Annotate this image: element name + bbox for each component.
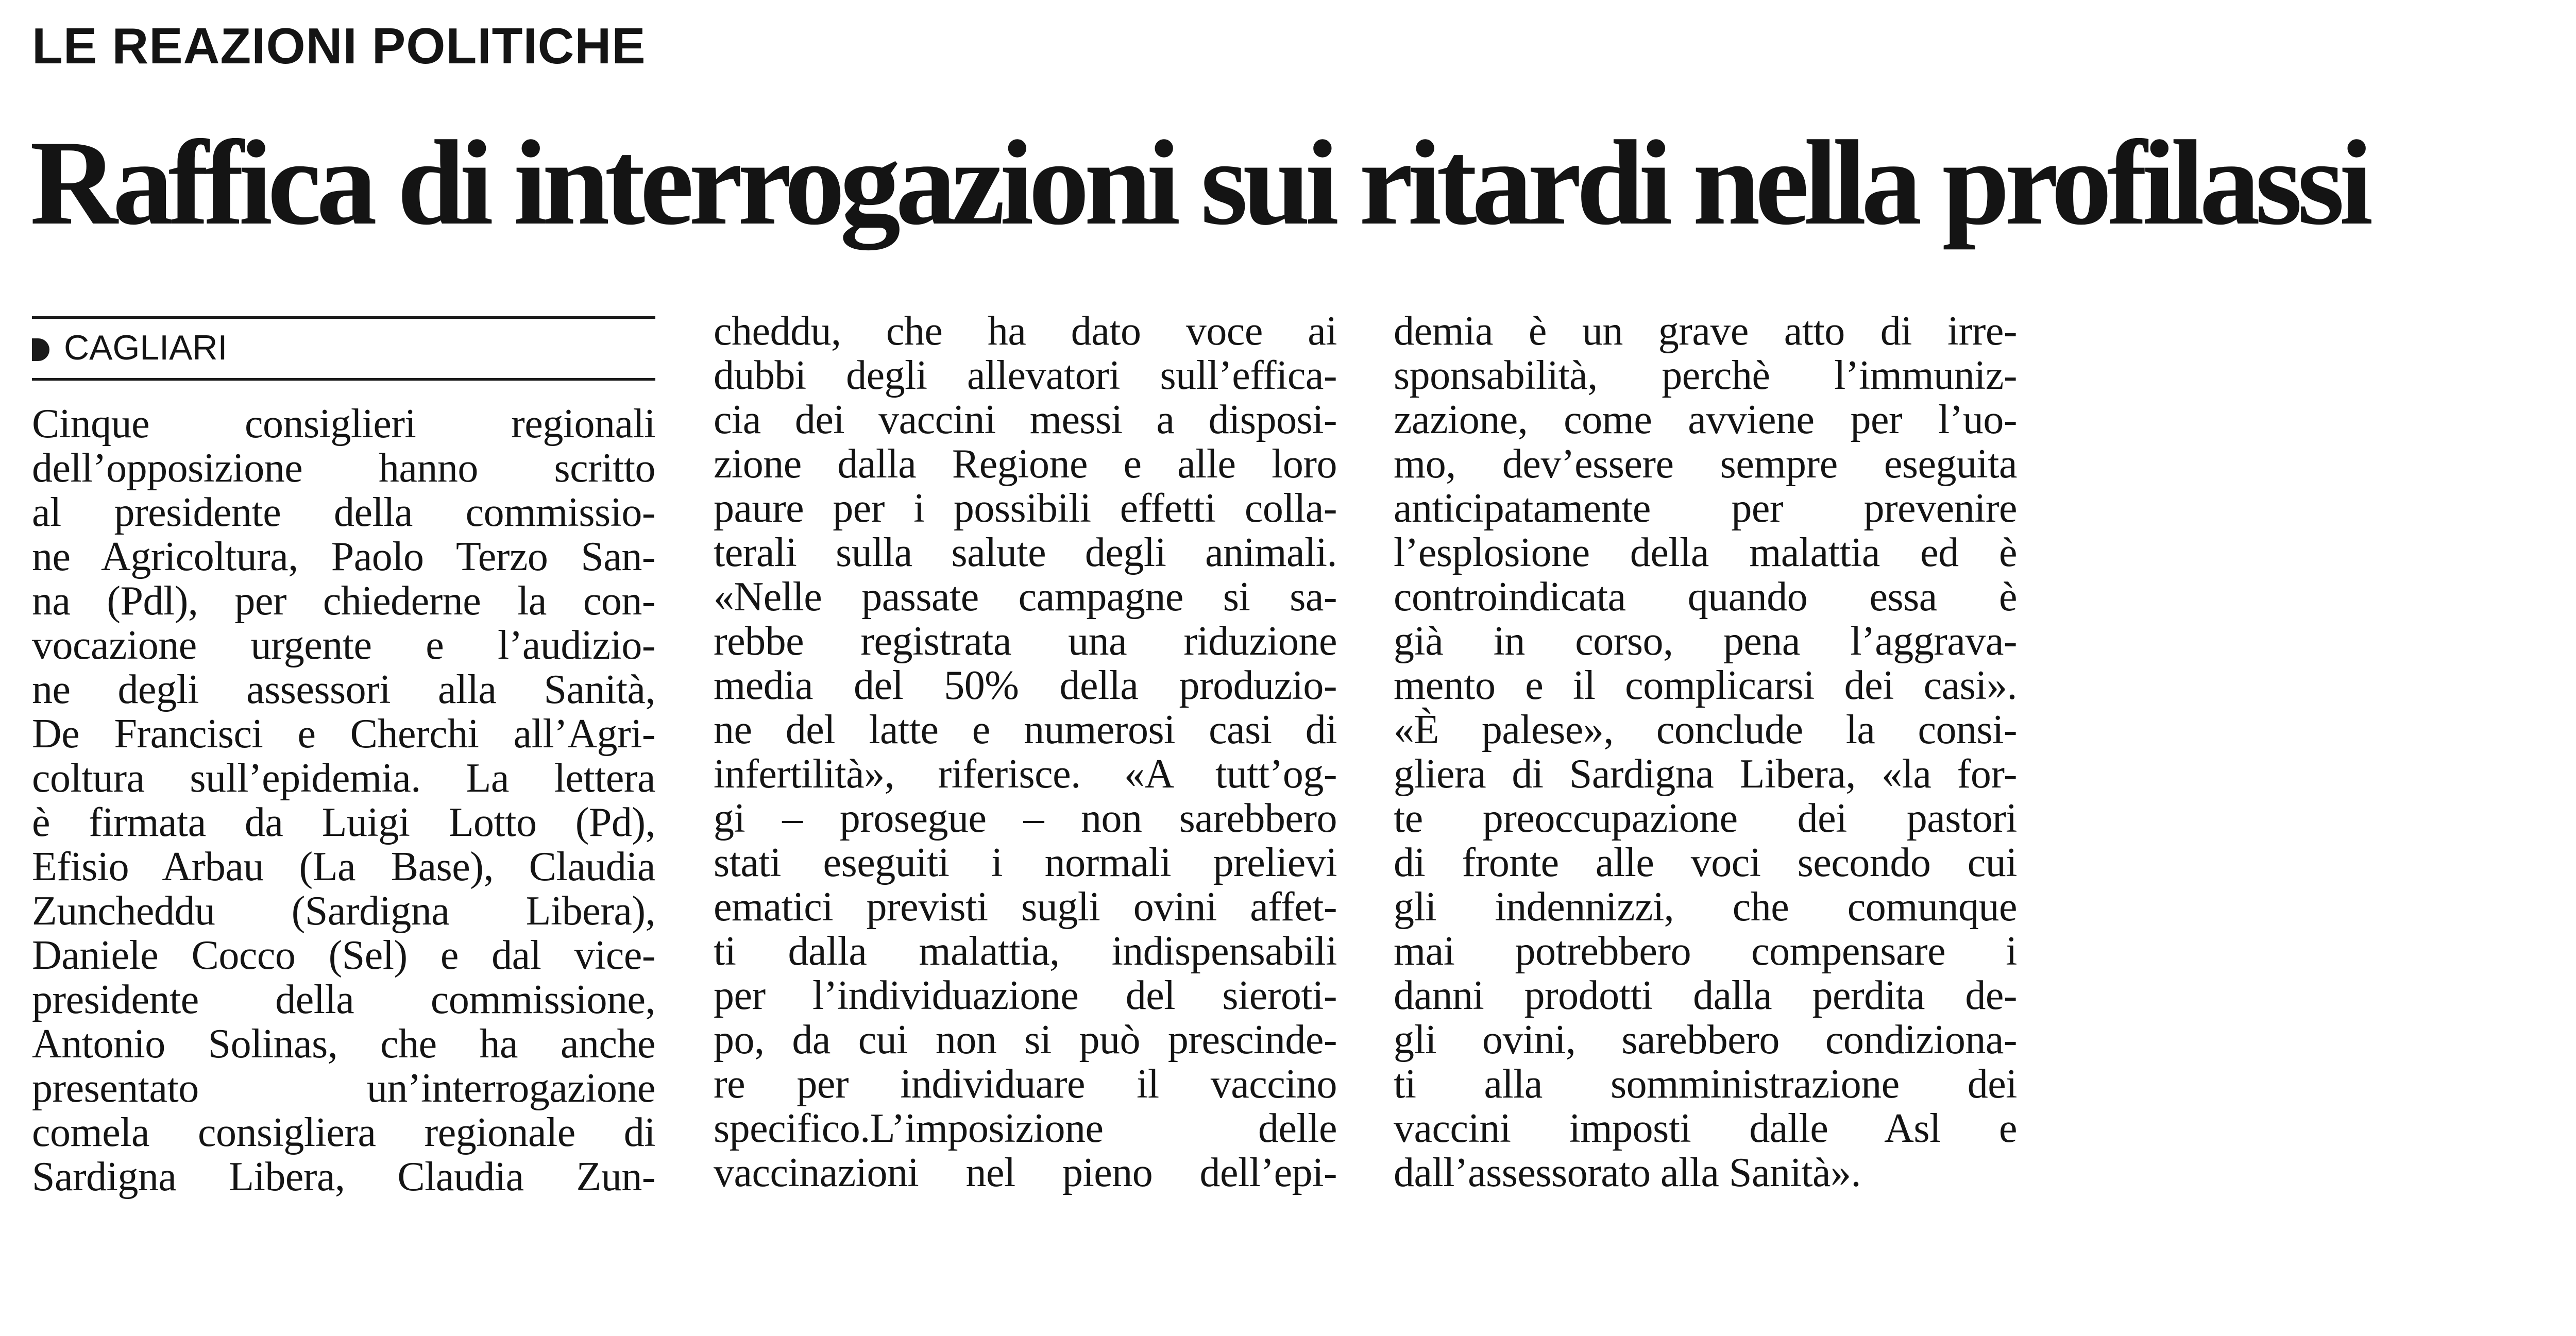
text-line: gliera di Sardigna Libera, «la for-	[1394, 751, 2017, 797]
text-line: controindicata quando essa è	[1394, 574, 2017, 620]
text-line: cheddu, che ha dato voce ai	[714, 309, 1337, 354]
text-line: vaccini imposti dalle Asl e	[1394, 1106, 2017, 1151]
section-kicker: LE REAZIONI POLITICHE	[32, 18, 646, 74]
text-line: ematici previsti sugli ovini affet-	[714, 884, 1337, 930]
text-line: vaccinazioni nel pieno dell’epi-	[714, 1150, 1337, 1195]
column-text	[32, 402, 655, 1199]
text-line: presentato un’interrogazione	[32, 1066, 655, 1111]
text-line: ti alla somministrazione dei	[1394, 1061, 2017, 1107]
dateline-bullet-icon	[32, 338, 49, 361]
text-line: paure per i possibili effetti colla-	[714, 486, 1337, 531]
text-line: di fronte alle voci secondo cui	[1394, 840, 2017, 885]
text-line: Zuncheddu (Sardigna Libera),	[32, 888, 655, 934]
text-line: al presidente della commissio-	[32, 490, 655, 535]
text-line: gi – prosegue – non sarebbero	[714, 796, 1337, 841]
text-line: stati eseguiti i normali prelievi	[714, 840, 1337, 885]
dateline-text: CAGLIARI	[64, 328, 228, 367]
article-column-3	[1394, 309, 2017, 1318]
text-line: re per individuare il vaccino	[714, 1061, 1337, 1107]
text-line: De Francisci e Cherchi all’Agri-	[32, 711, 655, 757]
column-text	[714, 309, 1337, 1195]
text-line: dell’opposizione hanno scritto	[32, 446, 655, 491]
text-line: «È palese», conclude la consi-	[1394, 707, 2017, 752]
text-line: l’esplosione della malattia ed è	[1394, 530, 2017, 575]
text-line: ne degli assessori alla Sanità,	[32, 667, 655, 712]
headline: Raffica di interrogazioni sui ritardi nella profilassi	[30, 116, 2368, 250]
text-line: mento e il complicarsi dei casi».	[1394, 663, 2017, 708]
text-line: cia dei vaccini messi a disposi-	[714, 397, 1337, 442]
text-line: ne Agricoltura, Paolo Terzo San-	[32, 534, 655, 579]
text-line: terali sulla salute degli animali.	[714, 530, 1337, 575]
text-line: specifico.L’imposizione delle	[714, 1106, 1337, 1151]
text-line: Cinque consiglieri regionali	[32, 401, 655, 447]
article-column-1	[32, 309, 655, 1318]
text-line: media del 50% della produzio-	[714, 663, 1337, 708]
text-line: ti dalla malattia, indispensabili	[714, 929, 1337, 974]
text-line: per l’individuazione del sieroti-	[714, 973, 1337, 1018]
text-line: anticipatamente per prevenire	[1394, 486, 2017, 531]
column-text	[1394, 309, 2017, 1195]
text-line: demia è un grave atto di irre-	[1394, 309, 2017, 354]
text-line: comela consigliera regionale di	[32, 1110, 655, 1155]
text-line: zazione, come avviene per l’uo-	[1394, 397, 2017, 442]
text-line: dall’assessorato alla Sanità».	[1394, 1150, 1861, 1195]
text-line: Antonio Solinas, che ha anche	[32, 1021, 655, 1067]
text-line: sponsabilità, perchè l’immuniz-	[1394, 353, 2017, 398]
text-line: «Nelle passate campagne si sa-	[714, 574, 1337, 620]
article-column-2	[714, 309, 1337, 1318]
text-line: gli ovini, sarebbero condiziona-	[1394, 1017, 2017, 1063]
dateline	[32, 316, 655, 381]
text-line: rebbe registrata una riduzione	[714, 619, 1337, 664]
text-line: dubbi degli allevatori sull’effica-	[714, 353, 1337, 398]
text-line: infertilità», riferisce. «A tutt’og-	[714, 751, 1337, 797]
text-line: te preoccupazione dei pastori	[1394, 796, 2017, 841]
text-line: Daniele Cocco (Sel) e dal vice-	[32, 933, 655, 978]
text-line: mo, dev’essere sempre eseguita	[1394, 441, 2017, 487]
text-line: Efisio Arbau (La Base), Claudia	[32, 844, 655, 889]
text-line: ne del latte e numerosi casi di	[714, 707, 1337, 752]
text-line: vocazione urgente e l’audizio-	[32, 623, 655, 668]
text-line: mai potrebbero compensare i	[1394, 929, 2017, 974]
text-line: na (Pdl), per chiederne la con-	[32, 578, 655, 624]
text-line: po, da cui non si può prescinde-	[714, 1017, 1337, 1063]
text-line: Sardigna Libera, Claudia Zun-	[32, 1154, 655, 1200]
text-line: è firmata da Luigi Lotto (Pd),	[32, 800, 655, 845]
text-line: danni prodotti dalla perdita de-	[1394, 973, 2017, 1018]
text-line: gli indennizzi, che comunque	[1394, 884, 2017, 930]
text-line: già in corso, pena l’aggrava-	[1394, 619, 2017, 664]
text-line: zione dalla Regione e alle loro	[714, 441, 1337, 487]
text-line: coltura sull’epidemia. La lettera	[32, 756, 655, 801]
text-line: presidente della commissione,	[32, 977, 655, 1022]
